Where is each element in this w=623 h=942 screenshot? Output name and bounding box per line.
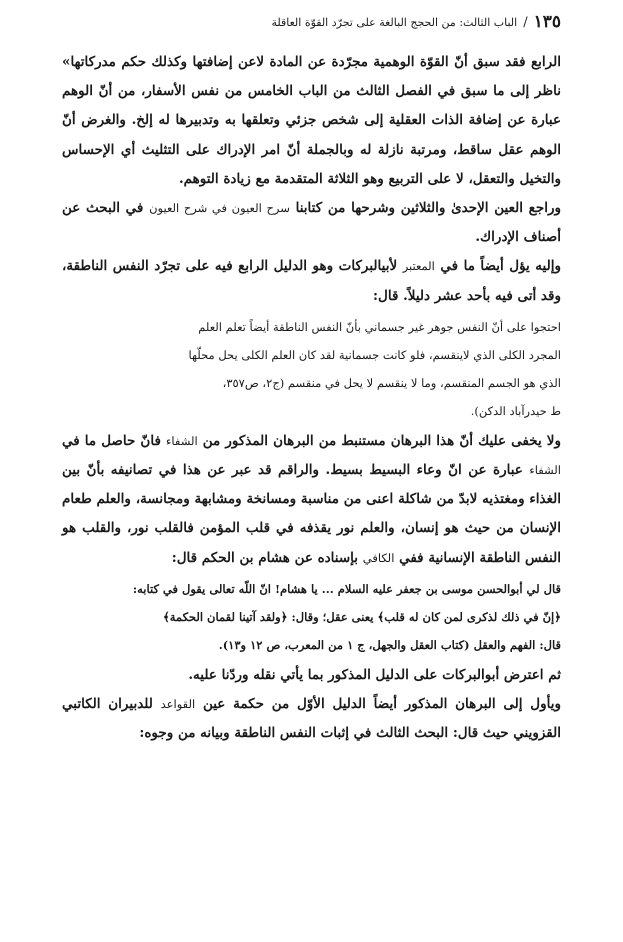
paragraph-text: فانّ حاصل ما في — [62, 432, 166, 449]
body-text — [62, 48, 561, 748]
paragraph — [62, 194, 561, 252]
paragraph-text: لأبيالبركات وهو الدليل الرابع فيه على تجرّد النفس الناطقة، وقد أتى فيه بأحد عشر دليلاً. قال: — [62, 258, 561, 304]
paragraph — [62, 427, 561, 573]
quote-line: ط حيدرآباد الدكن). — [470, 403, 561, 418]
paragraph-text: بإسناده عن هشام بن الحكم قال: — [171, 549, 363, 566]
page-number: ١٣٥ — [533, 12, 561, 32]
paragraph-text: ولا يخفى عليك أنّ هذا البرهان مستنبط من البرهان المذكور من — [197, 432, 561, 449]
block-quote — [62, 575, 561, 659]
block-quote — [62, 313, 561, 425]
quote-line: الذي هو الجسم المنقسم، وما لا ينقسم لا يحل في منقسم (ج٢، ص٣٥٧، — [222, 375, 561, 390]
chapter-title: الباب الثالث: من الحجج البالغة على تجرّد القوّة العاقلة — [271, 15, 518, 29]
paragraph — [62, 252, 561, 310]
paragraph-text: ويأول إلى البرهان المذكور أيضاً الدليل الأوّل من حكمة عين — [195, 696, 562, 713]
book-title: المعتبر — [402, 259, 435, 274]
book-title: سرح العيون في شرح العيون — [149, 201, 290, 216]
paragraph — [62, 661, 561, 690]
quote-line: قال لي أبوالحسن موسى بن جعفر عليه السلام ... يا هشام! انّ اللّه تعالى يقول في كتابه: — [132, 581, 561, 596]
paragraph-text: ثم اعترض أبوالبركات على الدليل المذكور بما يأتي نقله وردّنا عليه. — [188, 666, 561, 683]
book-title: القواعد — [160, 697, 196, 712]
book-title: الشفاء — [166, 433, 198, 448]
paragraph-text: للدبيران الكاتبي القزويني حيث قال: البحث الثالث في إثبات النفس الناطقة وبيانه من وجوه: — [62, 696, 561, 742]
running-head — [18, 12, 561, 32]
quote-line: ﴿إنّ في ذلك لذكرى لمن كان له قلب﴾ يعنى عقل؛ وقال: ﴿ولقد آتينا لقمان الحكمة﴾ — [163, 609, 561, 624]
paragraph-text: عبارة عن انّ وعاء البسيط بسيط. والراقم قد عبر عن هذا في تصانيفه بأنّ بين الغذاء ومغتذيه لابدّ من شاكلة اعنى من مناسبة ومسانخة ومشابهة ومجانسة، والعلم طعام الإنسان من حيث هو إنسان، والعلم نور يقذفه في قلب المؤمن فالقلب نور، والقلب هو النفس الناطقة الإنسانية ففي — [62, 462, 561, 566]
quote-line: احتجوا على أنّ النفس جوهر غير جسماني بأنّ النفس الناطقة أيضاً تعلم العلم — [198, 319, 561, 334]
paragraph — [62, 48, 561, 194]
header-separator: / — [523, 14, 528, 30]
paragraph-text: وإليه يؤل أيضاً ما في — [434, 258, 561, 275]
paragraph-text: الرابع فقد سبق أنّ القوّة الوهمية مجرّدة عن المادة لاعن إضافتها وكذلك حكم مدركاتها» ناظر إلى ما سبق في الفصل الثالث من الباب الخامس من نفس الأسفار، من أنّ الوهم عبارة عن إضافة الذات العقلية إلى شخص جزئي وتعلقها به وتدبيرها له إلخ. والغرض أنّ الوهم عقل ساقط، ومرتبة نازلة له وبالجملة أنّ امر الإدراك على التثليث أي الإحساس والتخيل والتعقل، لا على التربيع وهو الثلاثة المتقدمة مع زيادة التوهم. — [62, 54, 561, 187]
quote-line: المجرد الكلى الذي لاينقسم، فلو كانت جسمانية لقد كان العلم الكلى يحل محلّها — [188, 347, 561, 362]
paragraph-text: وراجع العين الإحدىٰ والثلاثين وشرحها من كتابنا — [289, 200, 562, 217]
book-title: الشفاء — [529, 463, 561, 478]
quote-line: قال: الفهم والعقل (كتاب العقل والجهل، ج ١ من المعرب، ص ١٢ و١٣). — [218, 637, 561, 652]
book-title: الكافي — [362, 550, 395, 565]
paragraph — [62, 690, 561, 748]
paragraph-text: في البحث عن أصناف الإدراك. — [62, 200, 561, 246]
